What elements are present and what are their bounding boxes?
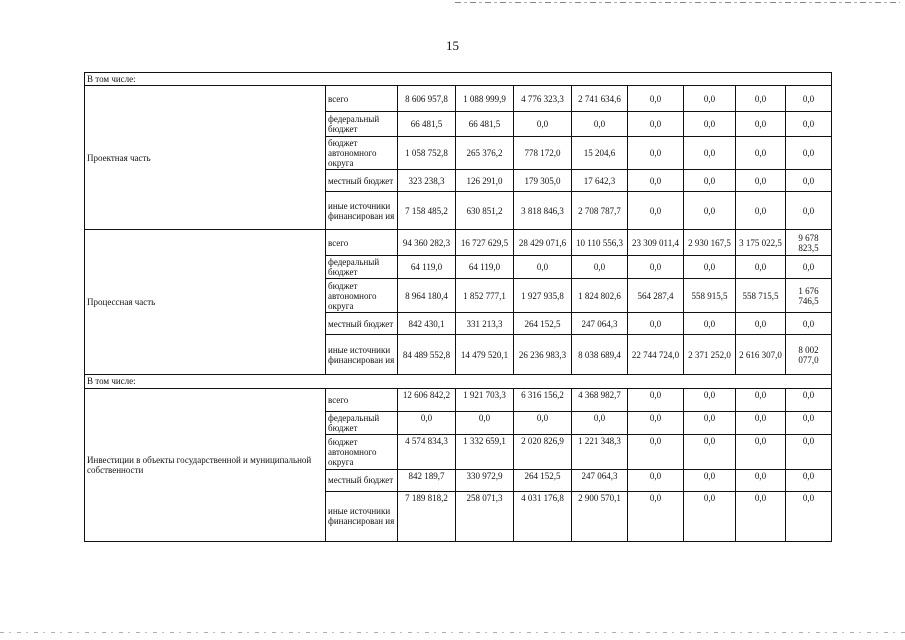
scan-edge-top [455,2,900,3]
value-cell: 0,0 [786,112,832,137]
value-cell: 7 158 485,2 [398,192,456,230]
value-cell: 0,0 [736,411,786,434]
funding-source: иные источники финансирован ия [326,335,398,375]
value-cell: 2 900 570,1 [572,491,628,541]
value-cell: 1 088 999,9 [456,86,514,112]
value-cell: 14 479 520,1 [456,335,514,375]
value-cell: 0,0 [736,112,786,137]
value-cell: 0,0 [786,411,832,434]
value-cell: 558 715,5 [736,279,786,313]
value-cell: 842 189,7 [398,469,456,491]
value-cell: 1 676 746,5 [786,279,832,313]
value-cell: 0,0 [628,469,684,491]
value-cell: 330 972,9 [456,469,514,491]
section-heading: В том числе: [85,375,832,388]
value-cell: 0,0 [786,256,832,279]
value-cell: 0,0 [628,313,684,335]
value-cell: 8 002 077,0 [786,335,832,375]
value-cell: 0,0 [514,112,572,137]
value-cell: 0,0 [684,86,736,112]
funding-source: всего [326,388,398,411]
value-cell: 0,0 [628,86,684,112]
section-heading-row [85,375,832,388]
value-cell: 0,0 [786,86,832,112]
value-cell: 0,0 [572,112,628,137]
value-cell: 16 727 629,5 [456,230,514,256]
value-cell: 9 678 823,5 [786,230,832,256]
value-cell: 0,0 [736,313,786,335]
value-cell: 247 064,3 [572,313,628,335]
value-cell: 26 236 983,3 [514,335,572,375]
value-cell: 2 371 252,0 [684,335,736,375]
funding-source: федеральный бюджет [326,411,398,434]
value-cell: 0,0 [684,491,736,541]
value-cell: 0,0 [684,388,736,411]
value-cell: 2 741 634,6 [572,86,628,112]
value-cell: 8 038 689,4 [572,335,628,375]
value-cell: 2 930 167,5 [684,230,736,256]
value-cell: 0,0 [628,192,684,230]
value-cell: 842 430,1 [398,313,456,335]
section-heading-row [85,73,832,86]
table-row [85,86,832,112]
value-cell: 0,0 [684,137,736,170]
funding-source: местный бюджет [326,170,398,192]
value-cell: 6 316 156,2 [514,388,572,411]
value-cell: 23 309 011,4 [628,230,684,256]
funding-source: федеральный бюджет [326,256,398,279]
value-cell: 1 058 752,8 [398,137,456,170]
value-cell: 15 204,6 [572,137,628,170]
value-cell: 1 852 777,1 [456,279,514,313]
value-cell: 64 119,0 [456,256,514,279]
value-cell: 564 287,4 [628,279,684,313]
value-cell: 0,0 [786,192,832,230]
value-cell: 8 606 957,8 [398,86,456,112]
value-cell: 0,0 [514,411,572,434]
value-cell: 0,0 [786,434,832,469]
value-cell: 331 213,3 [456,313,514,335]
value-cell: 0,0 [786,469,832,491]
value-cell: 0,0 [628,112,684,137]
value-cell: 0,0 [628,170,684,192]
value-cell: 64 119,0 [398,256,456,279]
value-cell: 2 020 826,9 [514,434,572,469]
value-cell: 258 071,3 [456,491,514,541]
value-cell: 0,0 [684,434,736,469]
funding-source: местный бюджет [326,313,398,335]
value-cell: 4 031 176,8 [514,491,572,541]
section-heading: В том числе: [85,73,832,86]
value-cell: 0,0 [736,256,786,279]
funding-source: местный бюджет [326,469,398,491]
value-cell: 8 964 180,4 [398,279,456,313]
value-cell: 4 776 323,3 [514,86,572,112]
program-part-label: Инвестиции в объекты государственной и муниципальной собственности [85,388,326,541]
value-cell: 7 189 818,2 [398,491,456,541]
value-cell: 0,0 [786,313,832,335]
funding-source: бюджет автономного округа [326,137,398,170]
value-cell: 84 489 552,8 [398,335,456,375]
value-cell: 12 606 842,2 [398,388,456,411]
value-cell: 0,0 [628,388,684,411]
value-cell: 0,0 [736,137,786,170]
value-cell: 0,0 [628,137,684,170]
table-row [85,230,832,256]
value-cell: 247 064,3 [572,469,628,491]
value-cell: 0,0 [456,411,514,434]
value-cell: 778 172,0 [514,137,572,170]
value-cell: 0,0 [736,170,786,192]
value-cell: 94 360 282,3 [398,230,456,256]
value-cell: 0,0 [572,256,628,279]
value-cell: 4 368 982,7 [572,388,628,411]
value-cell: 323 238,3 [398,170,456,192]
funding-source: иные источники финансирован ия [326,491,398,541]
value-cell: 0,0 [398,411,456,434]
value-cell: 558 915,5 [684,279,736,313]
value-cell: 0,0 [684,469,736,491]
value-cell: 0,0 [572,411,628,434]
value-cell: 0,0 [786,170,832,192]
value-cell: 0,0 [736,192,786,230]
value-cell: 22 744 724,0 [628,335,684,375]
value-cell: 265 376,2 [456,137,514,170]
value-cell: 0,0 [736,388,786,411]
value-cell: 10 110 556,3 [572,230,628,256]
value-cell: 0,0 [786,388,832,411]
value-cell: 264 152,5 [514,313,572,335]
funding-source: всего [326,230,398,256]
funding-source: федеральный бюджет [326,112,398,137]
value-cell: 1 221 348,3 [572,434,628,469]
value-cell: 0,0 [514,256,572,279]
value-cell: 0,0 [736,491,786,541]
value-cell: 1 332 659,1 [456,434,514,469]
page-number: 15 [446,38,459,53]
value-cell: 1 824 802,6 [572,279,628,313]
program-part-label: Проектная часть [85,86,326,230]
value-cell: 66 481,5 [398,112,456,137]
value-cell: 3 818 846,3 [514,192,572,230]
value-cell: 4 574 834,3 [398,434,456,469]
value-cell: 126 291,0 [456,170,514,192]
funding-source: бюджет автономного округа [326,279,398,313]
budget-table [84,72,832,542]
value-cell: 0,0 [684,170,736,192]
value-cell: 0,0 [628,411,684,434]
funding-source: иные источники финансирован ия [326,192,398,230]
value-cell: 1 921 703,3 [456,388,514,411]
value-cell: 0,0 [628,434,684,469]
value-cell: 0,0 [736,434,786,469]
value-cell: 264 152,5 [514,469,572,491]
value-cell: 0,0 [684,411,736,434]
value-cell: 0,0 [628,491,684,541]
program-part-label: Процессная часть [85,230,326,375]
value-cell: 0,0 [684,256,736,279]
value-cell: 179 305,0 [514,170,572,192]
value-cell: 630 851,2 [456,192,514,230]
value-cell: 2 708 787,7 [572,192,628,230]
scan-edge-bottom [0,632,905,633]
value-cell: 0,0 [628,256,684,279]
value-cell: 3 175 022,5 [736,230,786,256]
value-cell: 0,0 [684,192,736,230]
funding-source: бюджет автономного округа [326,434,398,469]
table-row [85,388,832,411]
value-cell: 0,0 [736,86,786,112]
value-cell: 0,0 [684,112,736,137]
funding-source: всего [326,86,398,112]
value-cell: 66 481,5 [456,112,514,137]
value-cell: 0,0 [786,491,832,541]
value-cell: 2 616 307,0 [736,335,786,375]
value-cell: 0,0 [786,137,832,170]
value-cell: 1 927 935,8 [514,279,572,313]
value-cell: 0,0 [736,469,786,491]
value-cell: 0,0 [684,313,736,335]
value-cell: 28 429 071,6 [514,230,572,256]
value-cell: 17 642,3 [572,170,628,192]
